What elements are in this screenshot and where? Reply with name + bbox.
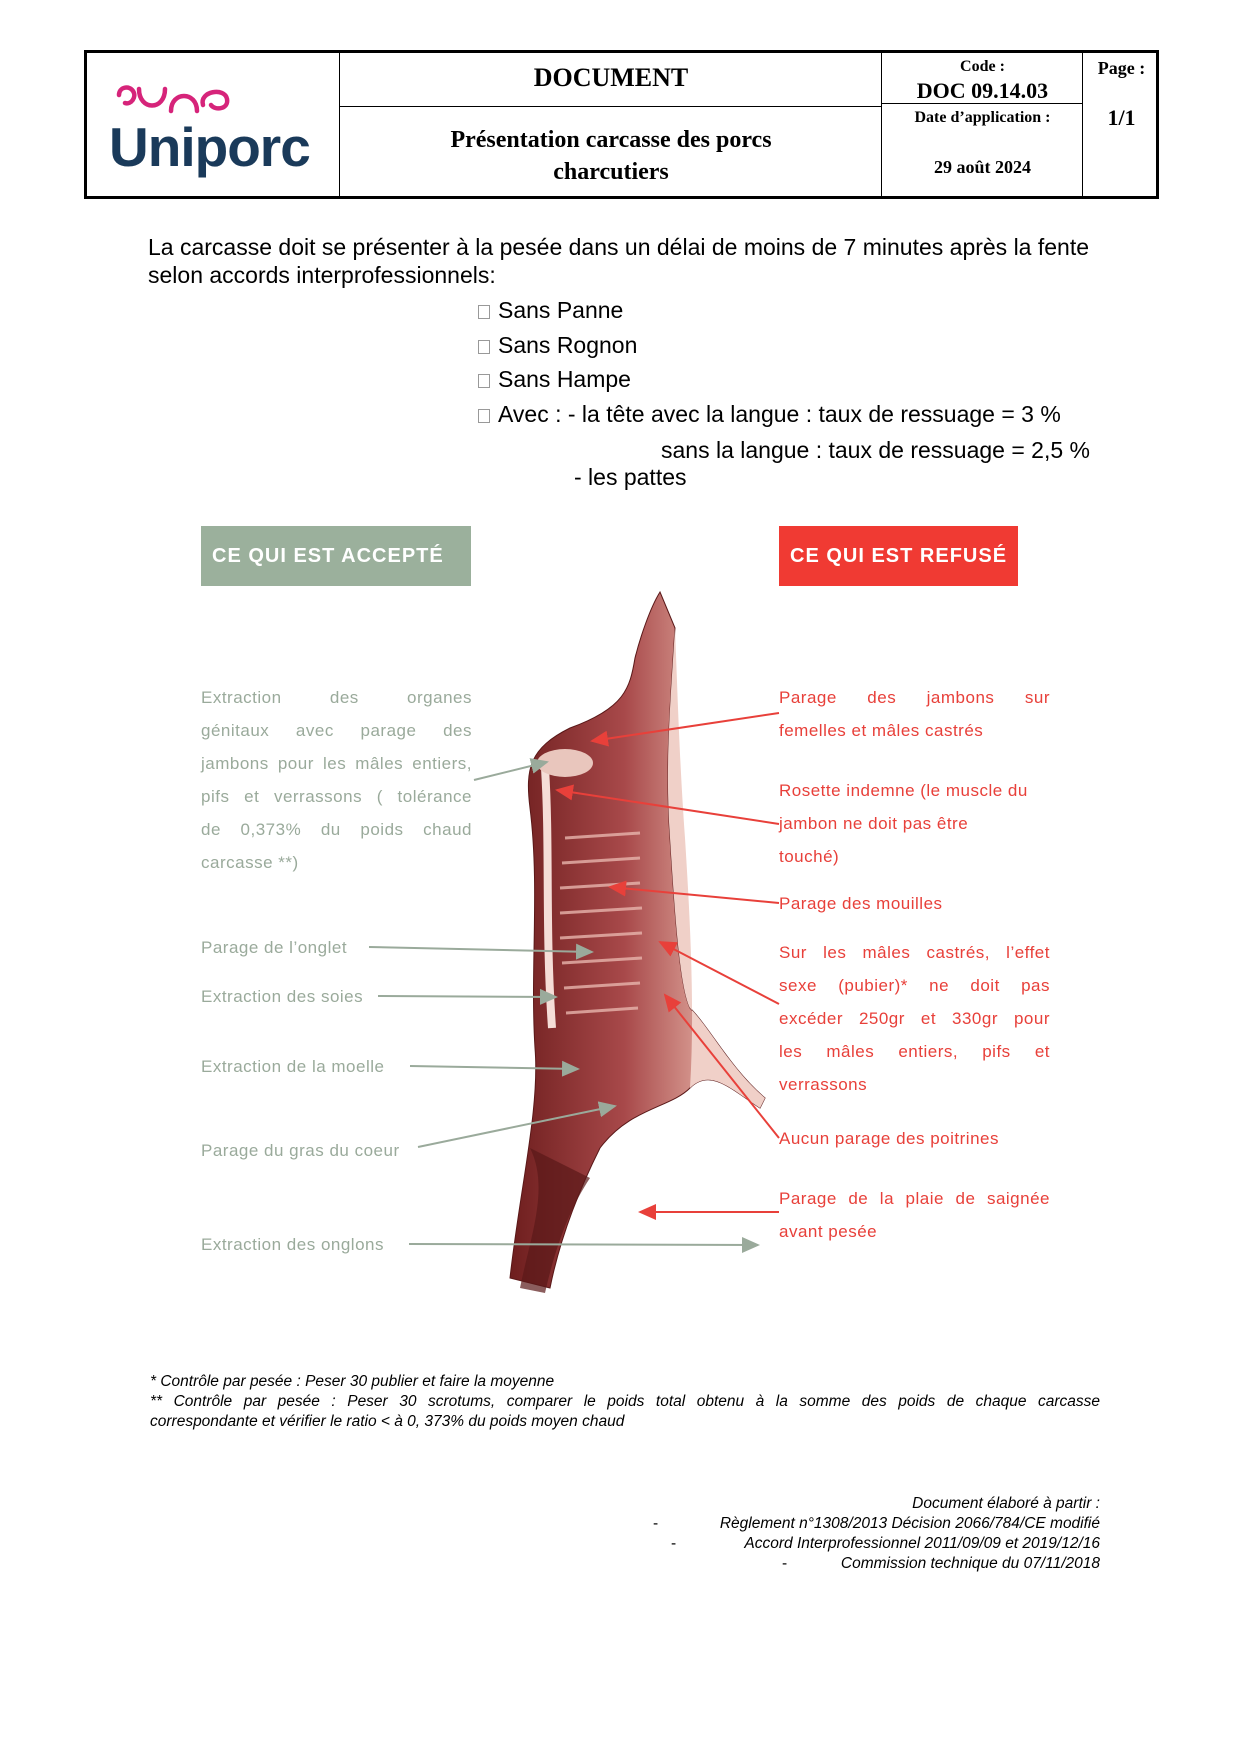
document-header: [84, 50, 1159, 199]
doc-label: DOCUMENT: [533, 63, 689, 92]
refused-label-poitrines: Aucun parage des poitrines: [779, 1129, 999, 1148]
refused-label-effet-sexe: Sur les mâles castrés, l’effet sexe (pubier)* ne doit pas excéder 250gr et 330gr pour les mâles entiers, pifs et verrassons: [779, 943, 1050, 1094]
refused-label-jambons: Parage des jambons sur femelles et mâles castrés: [779, 688, 1050, 740]
intro-line2: selon accords interprofessionnels:: [148, 262, 496, 288]
code-value: DOC 09.14.03: [916, 78, 1049, 103]
source-2: Accord Interprofessionnel 2011/09/09 et 2019/12/16: [744, 1535, 1100, 1552]
source-3: Commission technique du 07/11/2018: [840, 1555, 1100, 1572]
list-item: Sans Rognon: [478, 331, 637, 359]
date-label: Date d’application :: [914, 109, 1051, 126]
footnote-2b: correspondante et vérifier le ratio < à 0, 373% du poids moyen chaud: [150, 1413, 625, 1430]
source-dash: -: [653, 1515, 659, 1532]
logo-mark-icon: [113, 81, 233, 119]
list-item: Avec : - la tête avec la langue : taux de ressuage = 3 %: [478, 400, 1061, 428]
accepted-label-moelle: Extraction de la moelle: [201, 1057, 385, 1076]
source-dash: -: [671, 1535, 677, 1552]
accepted-badge: CE QUI EST ACCEPTÉ: [201, 526, 471, 586]
list-item: Sans Hampe: [478, 365, 631, 393]
checkbox-icon: [478, 409, 490, 423]
source-1: Règlement n°1308/2013 Décision 2066/784/CE modifié: [719, 1515, 1100, 1532]
accepted-label-coeur: Parage du gras du coeur: [201, 1141, 400, 1160]
code-label: Code :: [960, 58, 1005, 75]
accepted-label-soies: Extraction des soies: [201, 987, 364, 1006]
accepted-label-onglons: Extraction des onglons: [201, 1235, 384, 1254]
source-dash: -: [782, 1555, 788, 1572]
refused-badge: CE QUI EST REFUSÉ: [779, 526, 1018, 586]
checkbox-icon: [478, 340, 490, 354]
avec-line2: sans la langue : taux de ressuage = 2,5 %: [661, 437, 1090, 463]
uniporc-logo: [109, 81, 319, 181]
checkbox-icon: [478, 305, 490, 319]
doc-title-line1: Présentation carcasse des porcs: [450, 127, 772, 153]
refused-label-rosette: Rosette indemne (le muscle du jambon ne doit pas être touché): [779, 781, 1028, 866]
logo-text: Uniporc: [109, 116, 310, 178]
avec-line3: - les pattes: [574, 464, 687, 490]
page-value: 1/1: [1107, 105, 1136, 130]
sources-title: Document élaboré à partir :: [912, 1495, 1100, 1512]
refused-label-mouilles: Parage des mouilles: [779, 894, 943, 913]
page-label: Page :: [1097, 58, 1146, 78]
doc-title-line2: charcutiers: [553, 159, 669, 185]
intro-line1: La carcasse doit se présenter à la pesée dans un délai de moins de 7 minutes après la fente: [148, 234, 1090, 260]
accepted-label-genitaux: Extraction des organes génitaux avec parage des jambons pour les mâles entiers, pifs et verrassons ( tolérance de 0,373% du poids chaud carcasse **): [201, 688, 472, 872]
date-value: 29 août 2024: [933, 157, 1031, 177]
accepted-label-onglet: Parage de l’onglet: [201, 938, 348, 957]
footnote-2a: ** Contrôle par pesée : Peser 30 scrotums, comparer le poids total obtenu à la somme des poids de chaque carcasse: [150, 1393, 1100, 1410]
refused-label-saignee: Parage de la plaie de saignée avant pesée: [779, 1189, 1050, 1241]
list-item: Sans Panne: [478, 296, 623, 324]
checkbox-icon: [478, 374, 490, 388]
carcass-illustration: [490, 588, 770, 1328]
footnote-1: * Contrôle par pesée : Peser 30 publier et faire la moyenne: [150, 1373, 555, 1390]
